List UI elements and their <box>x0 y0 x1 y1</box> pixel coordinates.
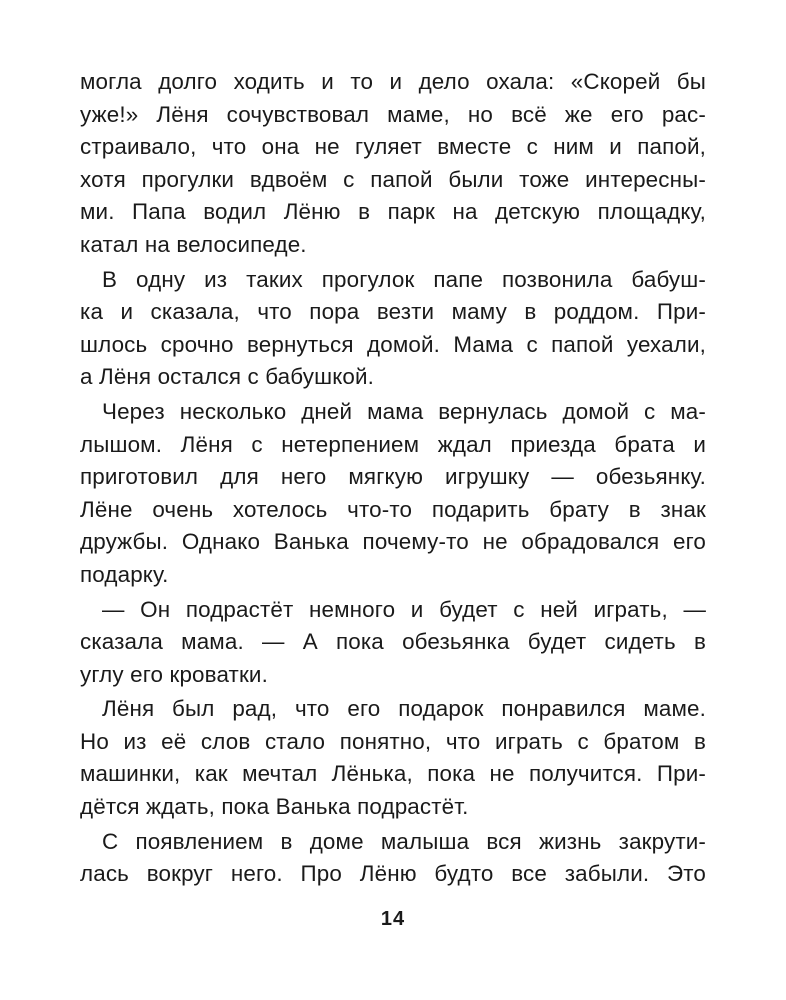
text-line: приготовил для него мягкую игрушку — обезьянку. <box>80 464 706 490</box>
text-line: могла долго ходить и то и дело охала: «Скорей бы <box>80 69 706 94</box>
text-line: В одну из таких прогулок папе позвонила бабуш- <box>102 266 706 292</box>
text-line: шлось срочно вернуться домой. Мама с папой уехали, <box>80 331 706 357</box>
paragraph <box>80 594 706 692</box>
paragraph <box>80 264 706 394</box>
text-line: Лёне очень хотелось что-то подарить брату в знак <box>80 496 706 522</box>
paragraph <box>80 693 706 823</box>
text-line: Лёня был рад, что его подарок понравился маме. <box>102 696 706 722</box>
text-line: уже!» Лёня сочувствовал маме, но всё же его рас- <box>80 101 706 127</box>
text-line: страивало, что она не гуляет вместе с ним и папой, <box>80 134 706 160</box>
text-line: подарку. <box>80 561 169 587</box>
text-line: — Он подрастёт немного и будет с ней играть, — <box>102 596 706 622</box>
text-line: С появлением в доме малыша вся жизнь закрути- <box>102 828 706 854</box>
text-line: хотя прогулки вдвоём с папой были тоже интересны- <box>80 166 706 192</box>
text-line: сказала мама. — А пока обезьянка будет сидеть в <box>80 629 706 655</box>
text-line: Через несколько дней мама вернулась домой с ма- <box>102 398 706 424</box>
text-line: лышом. Лёня с нетерпением ждал приезда брата и <box>80 431 706 457</box>
text-line: машинки, как мечтал Лёнька, пока не получится. При- <box>80 761 706 787</box>
text-line: дётся ждать, пока Ванька подрастёт. <box>80 794 469 820</box>
page-text <box>80 66 706 891</box>
text-line: дружбы. Однако Ванька почему-то не обрадовался его <box>80 529 706 555</box>
text-line: катал на велосипеде. <box>80 231 307 257</box>
text-line: а Лёня остался с бабушкой. <box>80 364 375 390</box>
text-line: углу его кроватки. <box>80 661 268 687</box>
text-line: ка и сказала, что пора везти маму в роддом. При- <box>80 299 706 325</box>
page-number: 14 <box>380 908 406 930</box>
text-line: лась вокруг него. Про Лёню будто все забыли. Это <box>80 861 706 887</box>
paragraph <box>80 396 706 592</box>
text-line: Но из её слов стало понятно, что играть с братом в <box>80 728 706 754</box>
paragraph <box>80 826 706 891</box>
paragraph <box>80 66 706 262</box>
text-line: ми. Папа водил Лёню в парк на детскую площадку, <box>80 199 706 225</box>
